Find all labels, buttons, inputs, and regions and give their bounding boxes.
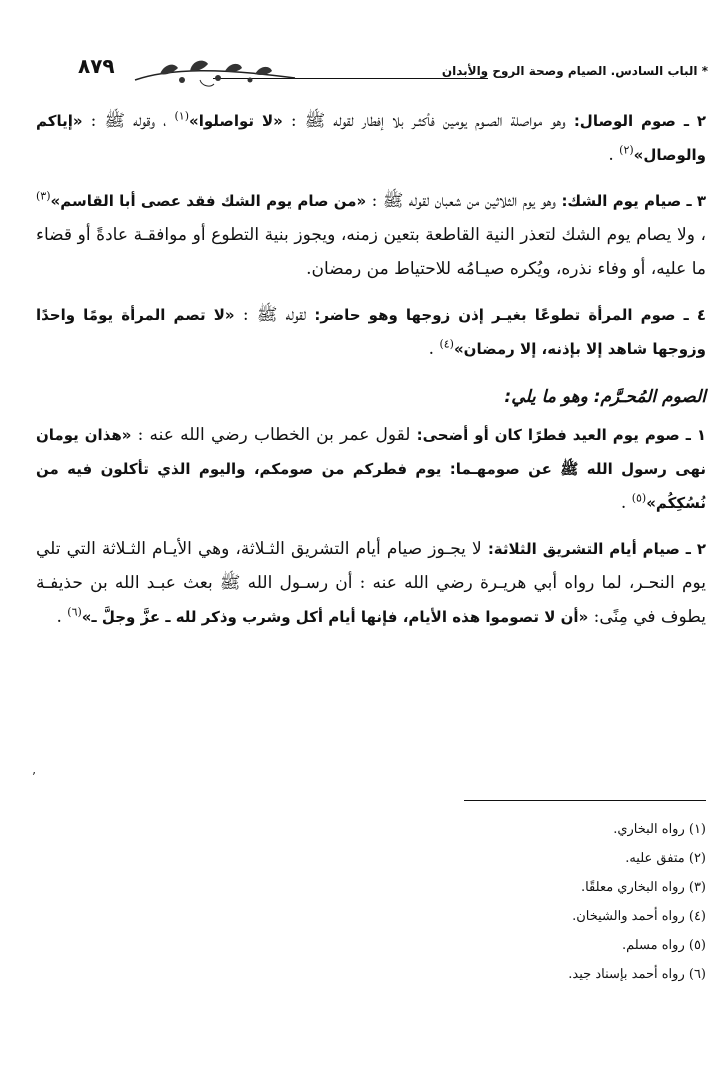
footnote-divider: [464, 800, 706, 801]
footnote-item: (٢) متفق عليه.: [625, 851, 706, 866]
paragraph-text: .: [56, 607, 68, 627]
section-heading: الصوم المُحـرَّم: وهو ما يلي:: [504, 387, 706, 407]
paragraph-text: .: [428, 339, 440, 359]
paragraph-heading: ٤ ـ صوم المرأة تطوعًا بغيـر إذن زوجها وهو حاضر:: [314, 306, 706, 324]
paragraph-text: ، ولا يصام يوم الشك لتعذر النية القاطعة بتعين زمنه، ويجوز بنية التطوع أو موافقـة عادةً أو قضاء ما عليه، أو وفاء نذره، ويُكره صيـامُه للاحتياط من رمضان.: [36, 225, 706, 279]
paragraph-text: ، وقوله ﷺ :: [82, 111, 175, 131]
paragraph-text: .: [620, 493, 632, 513]
main-text: [36, 104, 706, 646]
paragraph-heading: ٣ ـ صيام يوم الشك:: [561, 192, 707, 210]
paragraph-heading: ١ ـ صوم يوم العيد فطرًا كان أو أضحى:: [416, 426, 707, 444]
hadith-quote: «أن لا تصوموا هذه الأيام، فإنها أيام أكل وشرب وذكر لله ـ عزَّ وجلَّ ـ»: [81, 608, 589, 626]
hadith-quote: «لا تواصلوا»: [189, 112, 283, 130]
footnote-item: (٤) رواه أحمد والشيخان.: [572, 909, 706, 924]
paragraph-text: لقول عمر بن الخطاب رضي الله عنه :: [131, 425, 417, 445]
page-number: ٨٧٩: [78, 54, 115, 78]
paragraph-text: لقوله ﷺ :: [234, 305, 315, 325]
footnote-reference: (١): [174, 109, 190, 123]
paragraph-text: وهو مواصلة الصـوم يومين فأكثـر بلا إفطار لقوله ﷺ :: [282, 111, 574, 131]
page-header: [78, 50, 708, 90]
paragraph-heading: ٢ ـ صوم الوصال:: [573, 112, 706, 130]
paragraph-text: وهو يوم الثلاثين من شعبان لقوله ﷺ :: [366, 191, 562, 211]
paragraph-text: لا يجـوز صيام أيام التشريق الثـلاثة، وهي الأيـام الثـلاثة التي تلي يوم النحـر، لما رواه أبي هريـرة رضي الله عنه : أن رسـول الله ﷺ بعث عبـد الله بن حذيفـة يطوف في مِنًى:: [36, 539, 706, 627]
paragraph-text: .: [608, 145, 620, 165]
footnote-reference: (٢): [619, 143, 634, 157]
footnote-item: (٦) رواه أحمد بإسناد جيد.: [568, 967, 706, 982]
footnote-reference: (٦): [67, 605, 82, 619]
hadith-quote: «لا تصم المرأة يومًا واحدًا وزوجها شاهد إلا بإذنه، إلا رمضان»: [36, 306, 706, 358]
hadith-quote: «هذان يومان نهى رسول الله ﷺ عن صومهـما: يوم فطركم من صومكم، واليوم الذي تأكلون فيه من نُسُكِكُم»: [36, 426, 706, 512]
hadith-quote: «إياكم والوصال»: [36, 112, 706, 164]
margin-mark: ’: [32, 770, 36, 784]
footnotes: [306, 815, 706, 989]
footnote-reference: (٣): [36, 189, 51, 203]
paragraph-eid: [36, 418, 706, 520]
running-title: * الباب السادس. الصيام وصحة الروح والأبدان: [441, 64, 708, 78]
footnote-item: (١) رواه البخاري.: [613, 822, 706, 837]
paragraph-wisal: [36, 104, 706, 172]
paragraph-heading: ٢ ـ صيام أيام التشريق الثلاثة:: [487, 540, 706, 558]
floral-ornament-icon: [130, 50, 300, 90]
footnote-item: (٣) رواه البخاري معلقًا.: [580, 880, 706, 895]
paragraph-doubt-day: [36, 184, 706, 286]
paragraph-wife-fasting: [36, 298, 706, 366]
paragraph-tashreeq: [36, 532, 706, 634]
footnote-reference: (٤): [439, 337, 454, 351]
hadith-quote: «من صام يوم الشك فقد عصى أبا القاسم»: [50, 192, 367, 210]
footnote-reference: (٥): [631, 491, 647, 505]
footnote-item: (٥) رواه مسلم.: [621, 938, 706, 953]
